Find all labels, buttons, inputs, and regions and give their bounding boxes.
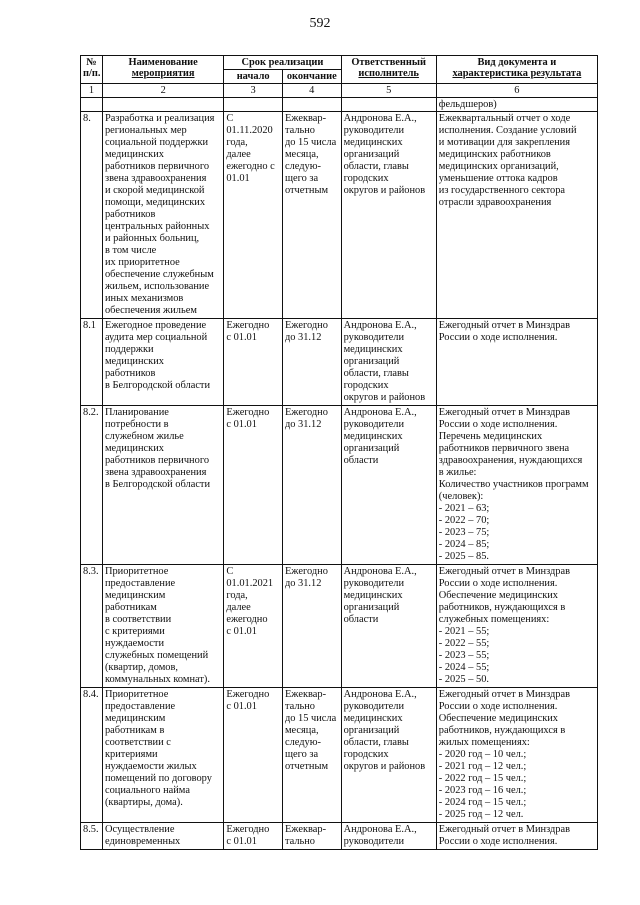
- cell-line: области, главы: [343, 161, 409, 172]
- cell-line: медицинских: [104, 149, 164, 160]
- measure-name: [102, 406, 223, 565]
- header-start: начало: [224, 70, 283, 84]
- measure-number: 8.3.: [81, 565, 103, 688]
- cell-line: округов и районов: [343, 761, 426, 772]
- measure-responsible: [341, 406, 436, 565]
- measure-start: [224, 112, 283, 319]
- cell-line: - 2025 год – 12 чел.: [438, 809, 524, 820]
- table-header: [81, 56, 598, 84]
- cell-line: из государственного сектора: [438, 185, 565, 196]
- header-name: Наименование мероприятия: [102, 56, 223, 84]
- cell-line: ежегодно: [226, 614, 268, 625]
- cell-line: нуждаемости: [104, 638, 165, 649]
- cell-line: года,: [226, 590, 248, 601]
- cell-line: области: [343, 455, 379, 466]
- continuation-row: [81, 98, 598, 112]
- cell-line: городских: [343, 749, 389, 760]
- cell-line: Ежеквартальный отчет о ходе: [438, 113, 571, 124]
- cell-line: медицинских: [343, 431, 403, 442]
- cell-line: Андронова Е.А.,: [343, 407, 417, 418]
- cell-line: медицинских: [343, 590, 403, 601]
- cell-line: в Белгородской области: [104, 479, 211, 490]
- measure-number: 8.1: [81, 319, 103, 406]
- cell-line: ежегодно с: [226, 161, 275, 172]
- table-row: [81, 565, 598, 688]
- cell-line: - 2020 год – 10 чел.;: [438, 749, 527, 760]
- cell-line: далее: [226, 602, 251, 613]
- cell-line: городских: [343, 380, 389, 391]
- measure-result: [436, 565, 597, 688]
- measure-result: [436, 319, 597, 406]
- cell-line: работникам: [104, 602, 157, 613]
- cell-line: щего за: [284, 749, 319, 760]
- cell-line: помощи, медицинских: [104, 197, 206, 208]
- cell-line: работников первичного звена: [438, 443, 570, 454]
- cell-line: тально: [284, 701, 316, 712]
- cell-line: до 31.12: [284, 332, 322, 343]
- measure-name: [102, 688, 223, 823]
- cell-line: нуждаемости жилых: [104, 761, 197, 772]
- cell-line: - 2024 год – 15 чел.;: [438, 797, 527, 808]
- cell-line: С: [226, 113, 234, 124]
- cell-line: Ежегодный отчет в Минздрав: [438, 824, 571, 835]
- cell-line: Ежегодно: [284, 407, 328, 418]
- cell-line: городских: [343, 173, 389, 184]
- cell-line: Ежегодно: [284, 566, 328, 577]
- cell-line: медицинским: [104, 713, 166, 724]
- cell-line: Ежегодно: [226, 407, 270, 418]
- cell-line: Ежегодный отчет в Минздрав: [438, 689, 571, 700]
- cell-line: Планирование: [104, 407, 169, 418]
- cell-line: Обеспечение медицинских: [438, 590, 558, 601]
- cell-line: года,: [226, 137, 248, 148]
- cell-line: в том числе: [104, 245, 157, 256]
- cell-line: 01.01: [226, 173, 250, 184]
- cell-line: - 2022 – 55;: [438, 638, 490, 649]
- measure-start: [224, 565, 283, 688]
- table-body: [81, 84, 598, 850]
- cell-line: 01.01.2021: [226, 578, 274, 589]
- cell-line: соответствии с: [104, 737, 171, 748]
- cell-line: единовременных: [104, 836, 181, 847]
- page-number: 592: [309, 16, 331, 31]
- header-document: Вид документа и характеристика результата: [436, 56, 597, 84]
- table-row: [81, 112, 598, 319]
- cell-line: руководители: [343, 836, 405, 847]
- cell-line: организаций: [343, 725, 400, 736]
- cell-line: поддержки: [104, 344, 154, 355]
- measure-start: [224, 406, 283, 565]
- header-num: № п/п.: [81, 56, 103, 84]
- measure-end: [282, 406, 341, 565]
- cell-line: до 31.12: [284, 578, 322, 589]
- measure-start: [224, 319, 283, 406]
- measure-end: [282, 823, 341, 850]
- cell-line: тально: [284, 125, 316, 136]
- cell-line: отчетным: [284, 761, 329, 772]
- cell-line: - 2025 – 85.: [438, 551, 489, 562]
- cell-line: - 2022 год – 15 чел.;: [438, 773, 527, 784]
- table-row: [81, 406, 598, 565]
- cell-line: - 2024 – 85;: [438, 539, 490, 550]
- measure-name: [102, 565, 223, 688]
- table-row: [81, 319, 598, 406]
- cell-line: округов и районов: [343, 392, 426, 403]
- cell-line: медицинских: [343, 344, 403, 355]
- cell-line: и районных больниц,: [104, 233, 200, 244]
- cell-line: области, главы: [343, 737, 409, 748]
- cell-line: С: [226, 566, 234, 577]
- cell-line: в Белгородской области: [104, 380, 211, 391]
- cell-line: (человек):: [438, 491, 484, 502]
- cell-line: Количество участников программ: [438, 479, 589, 490]
- cell-line: Осуществление: [104, 824, 175, 835]
- cell-line: руководители: [343, 332, 405, 343]
- cell-line: организаций: [343, 602, 400, 613]
- cell-line: Ежегодный отчет в Минздрав: [438, 566, 571, 577]
- cell-line: России о ходе исполнения.: [438, 701, 558, 712]
- cell-line: региональных мер: [104, 125, 187, 136]
- measure-number: 8.2.: [81, 406, 103, 565]
- cell-line: медицинских организаций,: [438, 161, 559, 172]
- cell-line: щего за: [284, 173, 319, 184]
- cell-line: медицинских: [343, 137, 403, 148]
- cell-line: с 01.01: [226, 701, 257, 712]
- cell-line: месяца,: [284, 149, 319, 160]
- cell-line: с критериями: [104, 626, 165, 637]
- cell-line: помещений по договору: [104, 773, 212, 784]
- cell-line: 01.11.2020: [226, 125, 273, 136]
- cell-line: - 2021 – 63;: [438, 503, 490, 514]
- cell-line: России о ходе исполнения.: [438, 578, 558, 589]
- cell-line: коммунальных комнат).: [104, 674, 210, 685]
- cell-line: отчетным: [284, 185, 329, 196]
- cell-line: работников, нуждающихся в: [438, 602, 566, 613]
- cell-line: Ежегодно: [284, 320, 328, 331]
- column-index: 6: [436, 84, 597, 98]
- cell-line: служебном жилье: [104, 431, 184, 442]
- measure-start: [224, 823, 283, 850]
- cell-line: предоставление: [104, 701, 176, 712]
- cell-line: России о ходе исполнения.: [438, 836, 558, 847]
- cell-line: руководители: [343, 701, 405, 712]
- cell-line: - 2025 – 50.: [438, 674, 489, 685]
- measure-number: 8.4.: [81, 688, 103, 823]
- cell-line: медицинским: [104, 590, 166, 601]
- measures-table: [80, 55, 598, 850]
- cell-line: в жилье:: [438, 467, 477, 478]
- cell-line: до 15 числа: [284, 713, 337, 724]
- cell-line: работников: [104, 368, 156, 379]
- cell-line: следую-: [284, 737, 321, 748]
- measure-name: [102, 823, 223, 850]
- measure-start: [224, 688, 283, 823]
- measure-number: 8.: [81, 112, 103, 319]
- column-index: 5: [341, 84, 436, 98]
- cell-line: Приоритетное: [104, 566, 169, 577]
- cell-line: Андронова Е.А.,: [343, 320, 417, 331]
- cell-line: аудита мер социальной: [104, 332, 208, 343]
- cell-line: Ежегодное проведение: [104, 320, 207, 331]
- cell-line: руководители: [343, 419, 405, 430]
- cell-line: с 01.01: [226, 332, 257, 343]
- cell-line: работников первичного: [104, 161, 210, 172]
- cell-line: потребности в: [104, 419, 169, 430]
- cell-line: уменьшение оттока кадров: [438, 173, 558, 184]
- cell-line: области: [343, 614, 379, 625]
- cell-line: Ежегодно: [226, 689, 270, 700]
- cell-line: месяца,: [284, 725, 319, 736]
- cell-line: медицинских: [104, 356, 164, 367]
- cell-line: работникам в: [104, 725, 165, 736]
- cell-line: далее: [226, 149, 251, 160]
- cell-line: социальной поддержки: [104, 137, 209, 148]
- cell-line: - 2023 – 75;: [438, 527, 490, 538]
- header-period: Срок реализации: [224, 56, 341, 70]
- measure-end: [282, 112, 341, 319]
- cell-line: иных механизмов: [104, 293, 184, 304]
- cell-line: с 01.01: [226, 419, 257, 430]
- cell-line: отрасли здравоохранения: [438, 197, 552, 208]
- cell-line: Ежегодно: [226, 320, 270, 331]
- cell-line: обеспечение служебным: [104, 269, 214, 280]
- cell-line: работников первичного: [104, 455, 210, 466]
- cell-line: с 01.01: [226, 836, 257, 847]
- cell-line: Перечень медицинских: [438, 431, 543, 442]
- measure-end: [282, 565, 341, 688]
- cell-line: - 2023 год – 16 чел.;: [438, 785, 527, 796]
- cell-line: медицинских работников: [438, 149, 551, 160]
- cell-line: медицинских: [104, 443, 164, 454]
- cell-line: - 2023 – 55;: [438, 650, 490, 661]
- cell-line: Ежеквар-: [284, 113, 327, 124]
- cell-line: Ежеквар-: [284, 824, 327, 835]
- cell-line: (квартиры, дома).: [104, 797, 183, 808]
- header-end: окончание: [282, 70, 341, 84]
- measure-responsible: [341, 688, 436, 823]
- column-index: 1: [81, 84, 103, 98]
- cell-line: Обеспечение медицинских: [438, 713, 558, 724]
- cell-line: жилых помещениях:: [438, 737, 530, 748]
- cell-line: организаций: [343, 443, 400, 454]
- table-row: [81, 823, 598, 850]
- measure-result: [436, 688, 597, 823]
- measure-responsible: [341, 565, 436, 688]
- header-responsible: Ответственный исполнитель: [341, 56, 436, 84]
- cell-line: - 2024 – 55;: [438, 662, 490, 673]
- cell-line: медицинских: [343, 713, 403, 724]
- cell-line: - 2021 год – 12 чел.;: [438, 761, 527, 772]
- table-row: [81, 688, 598, 823]
- cell-line: округов и районов: [343, 185, 426, 196]
- measure-number: 8.5.: [81, 823, 103, 850]
- cell-line: звена здравоохранения: [104, 467, 207, 478]
- measure-name: [102, 319, 223, 406]
- cell-line: социального найма: [104, 785, 190, 796]
- cell-line: организаций: [343, 356, 400, 367]
- cell-line: с 01.01: [226, 626, 257, 637]
- measure-result: [436, 112, 597, 319]
- cell-line: Андронова Е.А.,: [343, 824, 417, 835]
- cell-line: в соответствии: [104, 614, 172, 625]
- column-index: 2: [102, 84, 223, 98]
- cell-line: Андронова Е.А.,: [343, 566, 417, 577]
- cell-line: жильем, использование: [104, 281, 210, 292]
- cell-line: Ежегодный отчет в Минздрав: [438, 320, 571, 331]
- cell-line: следую-: [284, 161, 321, 172]
- cell-line: до 31.12: [284, 419, 322, 430]
- cell-line: работников, нуждающихся в: [438, 725, 566, 736]
- cell-line: - 2021 – 55;: [438, 626, 490, 637]
- cell-line: обеспечения жильем: [104, 305, 197, 316]
- cell-line: тально: [284, 836, 316, 847]
- cell-line: и скорой медицинской: [104, 185, 205, 196]
- measure-responsible: [341, 112, 436, 319]
- measure-end: [282, 688, 341, 823]
- cell-line: Приоритетное: [104, 689, 169, 700]
- cell-line: - 2022 – 70;: [438, 515, 490, 526]
- cell-line: Андронова Е.А.,: [343, 113, 417, 124]
- cell-line: России о ходе исполнения.: [438, 332, 558, 343]
- measure-name: [102, 112, 223, 319]
- cell-line: звена здравоохранения: [104, 173, 207, 184]
- cell-line: исполнения. Создание условий: [438, 125, 577, 136]
- cell-line: их приоритетное: [104, 257, 180, 268]
- column-index: 4: [282, 84, 341, 98]
- cell-line: (квартир, домов,: [104, 662, 178, 673]
- cell-line: предоставление: [104, 578, 176, 589]
- cell-line: руководители: [343, 125, 405, 136]
- cell-line: Разработка и реализация: [104, 113, 215, 124]
- cell-line: служебных помещениях:: [438, 614, 550, 625]
- measure-responsible: [341, 319, 436, 406]
- continuation-text: фельдшеров): [436, 98, 597, 112]
- cell-line: и мотивации для закрепления: [438, 137, 571, 148]
- cell-line: критериями: [104, 749, 158, 760]
- cell-line: области, главы: [343, 368, 409, 379]
- cell-line: здравоохранения, нуждающихся: [438, 455, 583, 466]
- cell-line: руководители: [343, 578, 405, 589]
- cell-line: служебных помещений: [104, 650, 209, 661]
- cell-line: Андронова Е.А.,: [343, 689, 417, 700]
- cell-line: до 15 числа: [284, 137, 337, 148]
- measure-result: [436, 406, 597, 565]
- cell-line: центральных районных: [104, 221, 210, 232]
- cell-line: Ежеквар-: [284, 689, 327, 700]
- cell-line: Ежегодный отчет в Минздрав: [438, 407, 571, 418]
- cell-line: России о ходе исполнения.: [438, 419, 558, 430]
- measure-result: [436, 823, 597, 850]
- cell-line: работников: [104, 209, 156, 220]
- cell-line: организаций: [343, 149, 400, 160]
- measure-responsible: [341, 823, 436, 850]
- column-index: 3: [224, 84, 283, 98]
- column-index-row: [81, 84, 598, 98]
- measure-end: [282, 319, 341, 406]
- cell-line: Ежегодно: [226, 824, 270, 835]
